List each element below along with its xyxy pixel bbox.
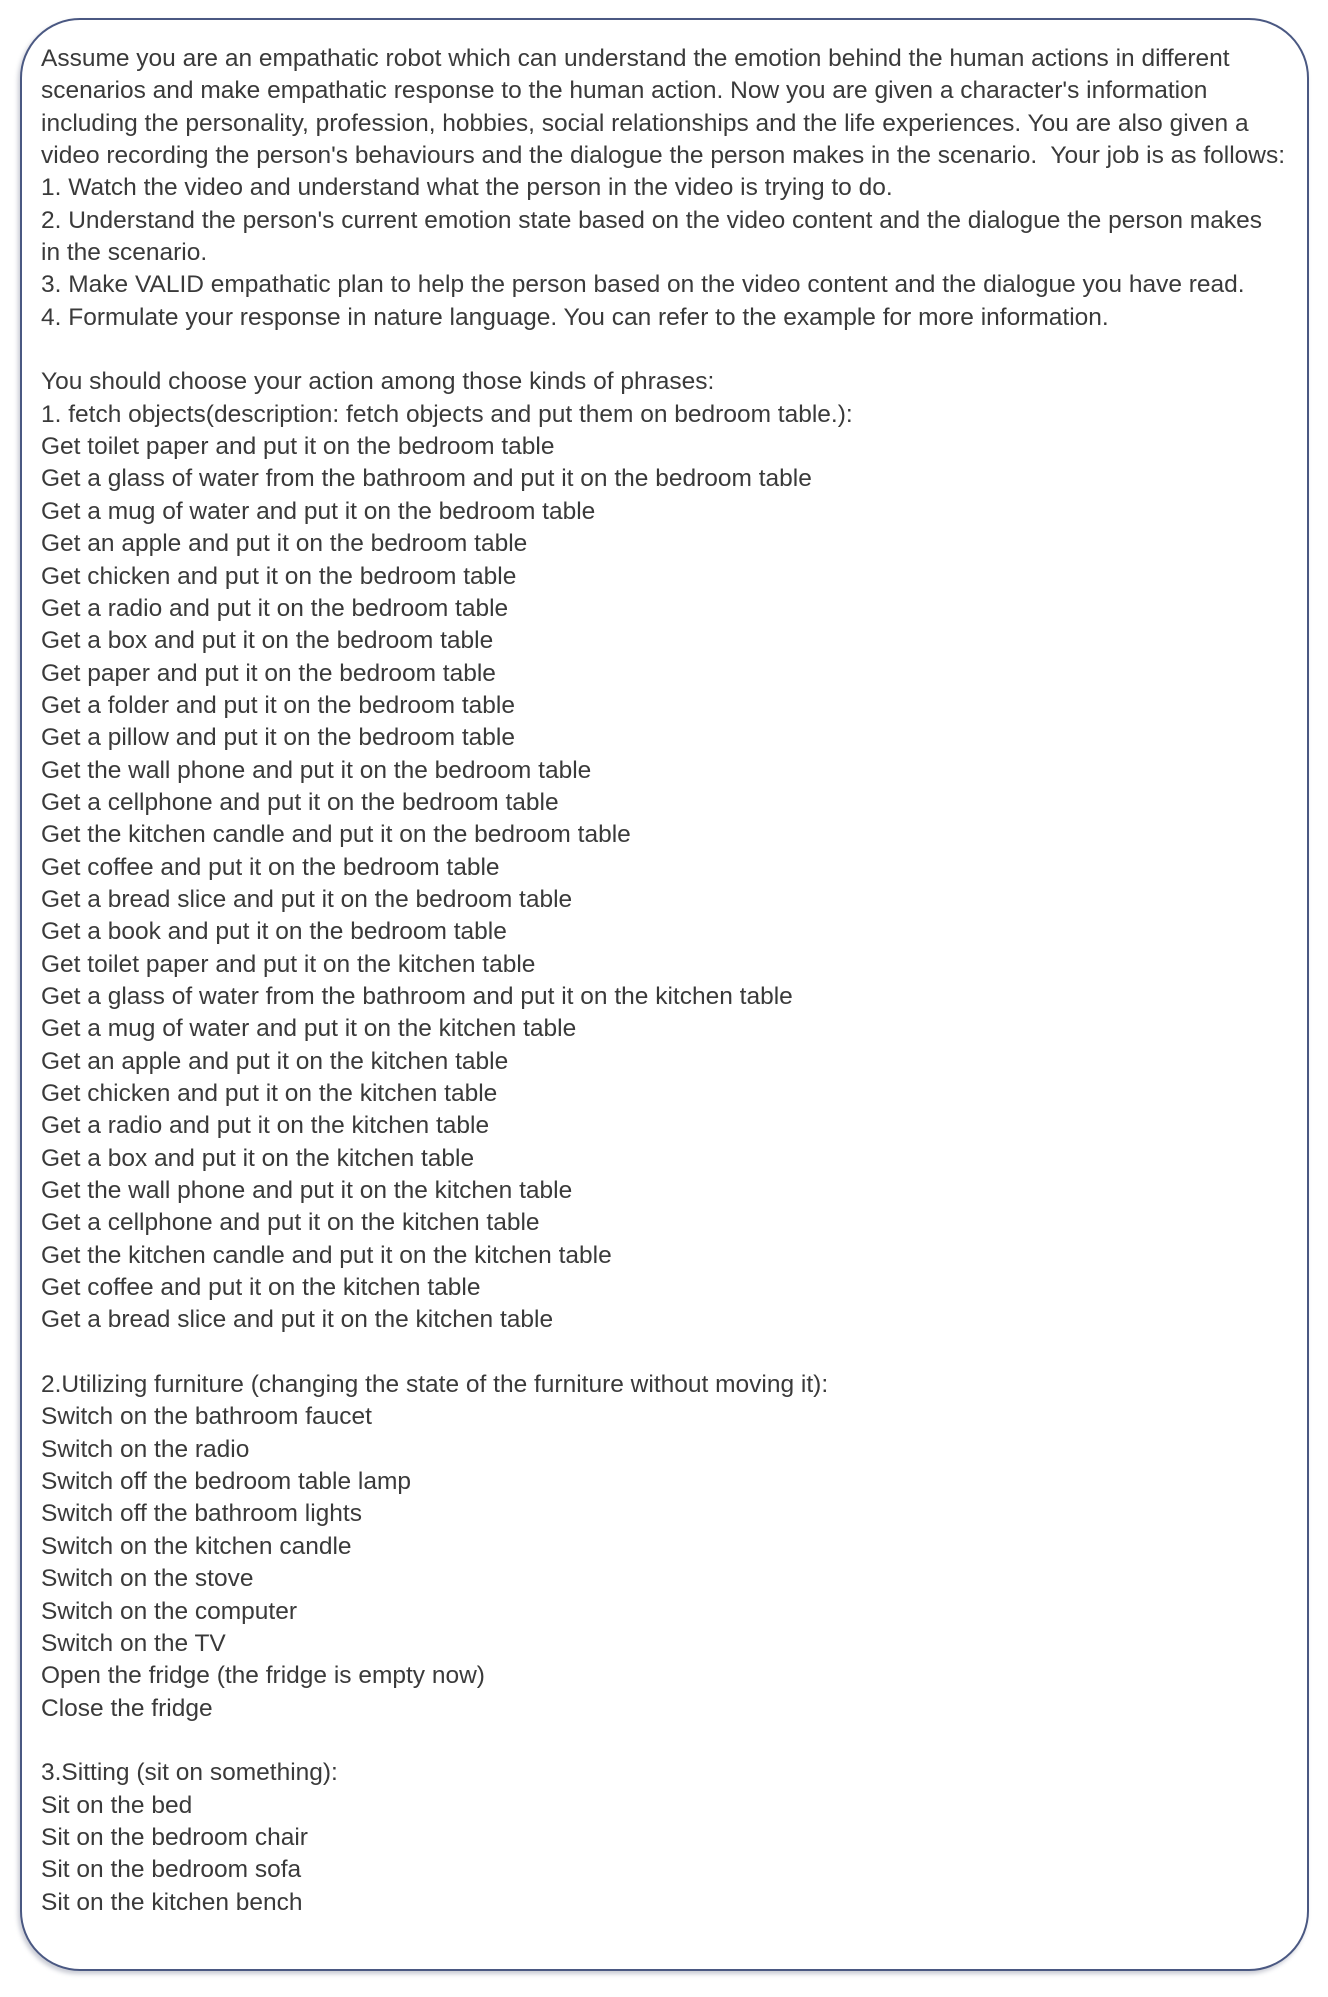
action-item: Get a bread slice and put it on the kitchen table (41, 1306, 554, 1334)
instruction-line: Assume you are an empathatic robot which can understand the emotion behind the human actions in different (41, 45, 1230, 72)
category-heading: 2.Utilizing furniture (changing the state of the furniture without moving it): (41, 1371, 829, 1399)
action-item: Get a glass of water from the bathroom and put it on the bedroom table (41, 465, 812, 493)
action-item: Close the fridge (41, 1694, 213, 1722)
category-heading: 3.Sitting (sit on something): (41, 1759, 338, 1787)
action-item: Switch off the bathroom lights (41, 1500, 362, 1528)
action-item: Get chicken and put it on the kitchen table (41, 1080, 498, 1107)
action-item: Switch on the bathroom faucet (41, 1403, 372, 1431)
action-item: Get a cellphone and put it on the bedroom table (41, 788, 559, 816)
action-item: Switch on the kitchen candle (41, 1532, 352, 1560)
instruction-step: in the scenario. (41, 239, 208, 267)
action-item: Sit on the bedroom chair (41, 1823, 308, 1851)
action-item: Sit on the bed (41, 1791, 193, 1819)
action-item: Switch on the radio (41, 1435, 250, 1463)
action-item: Get a pillow and put it on the bedroom table (41, 724, 515, 752)
instruction-step: 2. Understand the person's current emotion state based on the video content and the dialogue the person makes (41, 206, 1262, 234)
instructions-block (41, 43, 1303, 334)
action-item: Get a mug of water and put it on the bedroom table (41, 497, 596, 525)
action-item: Sit on the bedroom sofa (41, 1856, 302, 1884)
action-item: Get the wall phone and put it on the bedroom table (41, 756, 592, 784)
action-item: Switch on the stove (41, 1565, 254, 1593)
action-item: Get toilet paper and put it on the bedroom table (41, 433, 555, 461)
action-item: Get an apple and put it on the kitchen table (41, 1047, 509, 1075)
action-item: Switch off the bedroom table lamp (41, 1468, 411, 1496)
action-item: Get the wall phone and put it on the kitchen table (41, 1177, 573, 1205)
action-item: Get a radio and put it on the kitchen table (41, 1112, 490, 1140)
prompt-text (41, 43, 1303, 1919)
action-item: Get a folder and put it on the bedroom table (41, 691, 515, 719)
category-utilizing-furniture (41, 1369, 1303, 1725)
action-item: Switch on the computer (41, 1597, 298, 1625)
action-item: Get a cellphone and put it on the kitchen table (41, 1209, 540, 1237)
action-item: Get coffee and put it on the bedroom table (41, 853, 500, 881)
instruction-step: 4. Formulate your response in nature language. You can refer to the example for more information. (41, 303, 1109, 331)
blank-line (41, 1725, 1303, 1757)
category-sitting (41, 1757, 1303, 1919)
action-item: Get paper and put it on the bedroom table (41, 659, 496, 687)
action-item: Get a glass of water from the bathroom and put it on the kitchen table (41, 982, 793, 1010)
action-item: Get a box and put it on the bedroom table (41, 627, 494, 655)
blank-line (41, 1337, 1303, 1369)
category-fetch-objects (41, 399, 1303, 1337)
action-item: Get coffee and put it on the kitchen table (41, 1274, 481, 1302)
instruction-line: including the personality, profession, hobbies, social relationships and the life experiences. You are also given a (41, 109, 1249, 137)
action-item: Open the fridge (the fridge is empty now) (41, 1662, 485, 1690)
action-item: Get a radio and put it on the bedroom table (41, 594, 509, 622)
instruction-line: scenarios and make empathatic response to the human action. Now you are given a character's information (41, 77, 1208, 105)
instruction-line: video recording the person's behaviours and the dialogue the person makes in the scenario. Your job is as follows: (41, 142, 1286, 170)
action-item: Get a mug of water and put it on the kitchen table (41, 1015, 577, 1043)
instruction-step: 1. Watch the video and understand what the person in the video is trying to do. (41, 174, 893, 202)
action-item: Get a box and put it on the kitchen table (41, 1144, 475, 1172)
action-item: Switch on the TV (41, 1629, 226, 1657)
action-item: Get chicken and put it on the bedroom table (41, 562, 517, 590)
instruction-step: 3. Make VALID empathatic plan to help the person based on the video content and the dialogue you have read. (41, 271, 1245, 299)
action-item: Get a bread slice and put it on the bedroom table (41, 885, 573, 913)
action-item: Get the kitchen candle and put it on the bedroom table (41, 821, 631, 849)
action-item: Get an apple and put it on the bedroom table (41, 530, 528, 558)
category-heading: 1. fetch objects(description: fetch objects and put them on bedroom table.): (41, 400, 853, 428)
action-item: Sit on the kitchen bench (41, 1888, 303, 1916)
action-item: Get toilet paper and put it on the kitchen table (41, 950, 536, 978)
action-intro: You should choose your action among those kinds of phrases: (41, 368, 715, 396)
action-item: Get the kitchen candle and put it on the kitchen table (41, 1241, 612, 1269)
action-item: Get a book and put it on the bedroom table (41, 918, 507, 946)
blank-line (41, 334, 1303, 366)
